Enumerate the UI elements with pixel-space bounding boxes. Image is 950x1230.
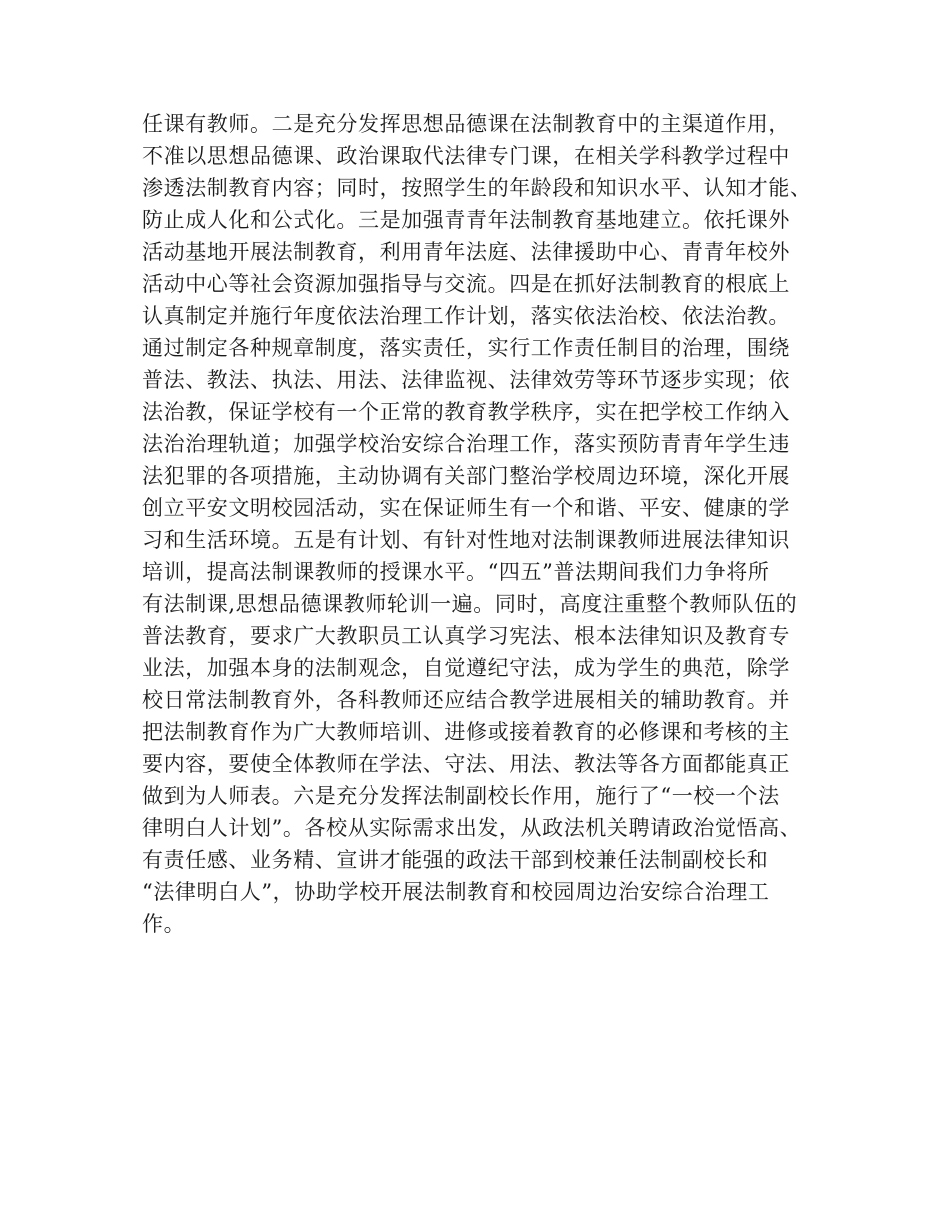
text-line: 做到为人师表。六是充分发挥法制副校长作用，施行了“一校一个法 bbox=[142, 784, 780, 808]
text-line: 有法制课,思想品德课教师轮训一遍。同时，高度注重整个教师队伍的 bbox=[142, 592, 798, 616]
text-line: 法犯罪的各项措施，主动协调有关部门整治学校周边环境，深化开展 bbox=[142, 464, 790, 488]
text-line: 校日常法制教育外，各科教师还应结合教学进展相关的辅助教育。并 bbox=[142, 688, 790, 712]
text-line: “法律明白人”，协助学校开展法制教育和校园周边治安综合治理工 bbox=[142, 880, 770, 904]
text-line: 作。 bbox=[142, 912, 186, 936]
text-line: 任课有教师。二是充分发挥思想品德课在法制教育中的主渠道作用， bbox=[142, 112, 790, 136]
text-line: 习和生活环境。五是有计划、有针对性地对法制课教师进展法律知识 bbox=[142, 528, 790, 552]
text-line: 创立平安文明校园活动，实在保证师生有一个和谐、平安、健康的学 bbox=[142, 496, 790, 520]
text-line: 要内容，要使全体教师在学法、守法、用法、教法等各方面都能真正 bbox=[142, 752, 790, 776]
text-line: 培训，提高法制课教师的授课水平。“四五”普法期间我们力争将所 bbox=[142, 560, 770, 584]
text-line: 业法，加强本身的法制观念，自觉遵纪守法，成为学生的典范，除学 bbox=[142, 656, 790, 680]
text-line: 不准以思想品德课、政治课取代法律专门课，在相关学科教学过程中 bbox=[142, 144, 790, 168]
text-line: 普法教育，要求广大教职员工认真学习宪法、根本法律知识及教育专 bbox=[142, 624, 790, 648]
text-line: 把法制教育作为广大教师培训、进修或接着教育的必修课和考核的主 bbox=[142, 720, 790, 744]
text-line: 活动基地开展法制教育，利用青年法庭、法律援助中心、青青年校外 bbox=[142, 240, 790, 264]
text-line: 法治治理轨道；加强学校治安综合治理工作，落实预防青青年学生违 bbox=[142, 432, 790, 456]
text-line: 防止成人化和公式化。三是加强青青年法制教育基地建立。依托课外 bbox=[142, 208, 790, 232]
text-line: 律明白人计划”。各校从实际需求出发，从政法机关聘请政治觉悟高、 bbox=[142, 816, 802, 840]
text-line: 法治教，保证学校有一个正常的教育教学秩序，实在把学校工作纳入 bbox=[142, 400, 790, 424]
body-paragraph bbox=[142, 108, 832, 940]
text-line: 有责任感、业务精、宣讲才能强的政法干部到校兼任法制副校长和 bbox=[142, 848, 769, 872]
text-line: 活动中心等社会资源加强指导与交流。四是在抓好法制教育的根底上 bbox=[142, 272, 790, 296]
text-line: 认真制定并施行年度依法治理工作计划，落实依法治校、依法治教。 bbox=[142, 304, 790, 328]
text-line: 通过制定各种规章制度，落实责任，实行工作责任制目的治理，围绕 bbox=[142, 336, 790, 360]
text-line: 普法、教法、执法、用法、法律监视、法律效劳等环节逐步实现；依 bbox=[142, 368, 790, 392]
text-line: 渗透法制教育内容；同时，按照学生的年龄段和知识水平、认知才能、 bbox=[142, 176, 812, 200]
